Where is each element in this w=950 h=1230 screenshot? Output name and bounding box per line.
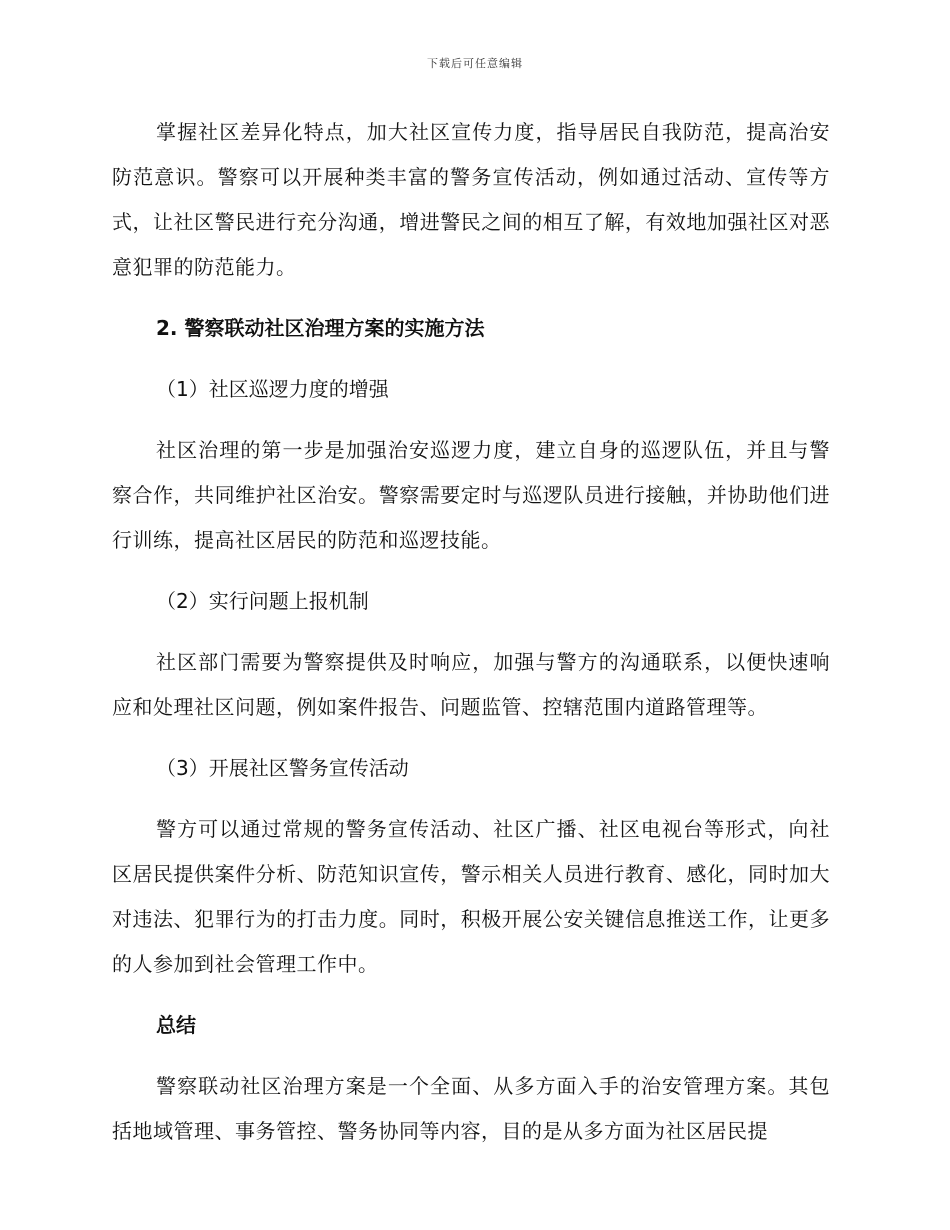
page-header-note: 下载后可任意编辑 <box>427 57 523 70</box>
paragraph-summary: 警察联动社区治理方案是一个全面、从多方面入手的治安管理方案。其包括地域管理、事务管控、警务协同等内容，目的是从多方面为社区居民提 <box>112 1074 830 1143</box>
paragraph-publicity: 警方可以通过常规的警务宣传活动、社区广播、社区电视台等形式，向社区居民提供案件分析、防范知识宣传，警示相关人员进行教育、感化，同时加大对违法、犯罪行为的打击力度。同时，积极开展公安关键信息推送工作，让更多的人参加到社会管理工作中。 <box>112 817 830 976</box>
paragraph-intro: 掌握社区差异化特点，加大社区宣传力度，指导居民自我防范，提高治安防范意识。警察可以开展种类丰富的警务宣传活动，例如通过活动、宣传等方式，让社区警民进行充分沟通，增进警民之间的相互了解，有效地加强社区对恶意犯罪的防范能力。 <box>112 120 830 279</box>
summary-heading: 总结 <box>156 1013 196 1037</box>
paragraph-patrol: 社区治理的第一步是加强治安巡逻力度，建立自身的巡逻队伍，并且与警察合作，共同维护社区治安。警察需要定时与巡逻队员进行接触，并协助他们进行训练，提高社区居民的防范和巡逻技能。 <box>112 438 830 552</box>
paragraph-reporting: 社区部门需要为警察提供及时响应，加强与警方的沟通联系，以便快速响应和处理社区问题，例如案件报告、问题监管、控辖范围内道路管理等。 <box>112 650 830 719</box>
subheading-reporting: （2）实行问题上报机制 <box>156 589 369 613</box>
section-heading-implementation: 2. 警察联动社区治理方案的实施方法 <box>156 316 485 340</box>
document-body <box>112 110 830 1170</box>
subheading-publicity: （3）开展社区警务宣传活动 <box>156 756 409 780</box>
subheading-patrol: （1）社区巡逻力度的增强 <box>156 377 389 401</box>
